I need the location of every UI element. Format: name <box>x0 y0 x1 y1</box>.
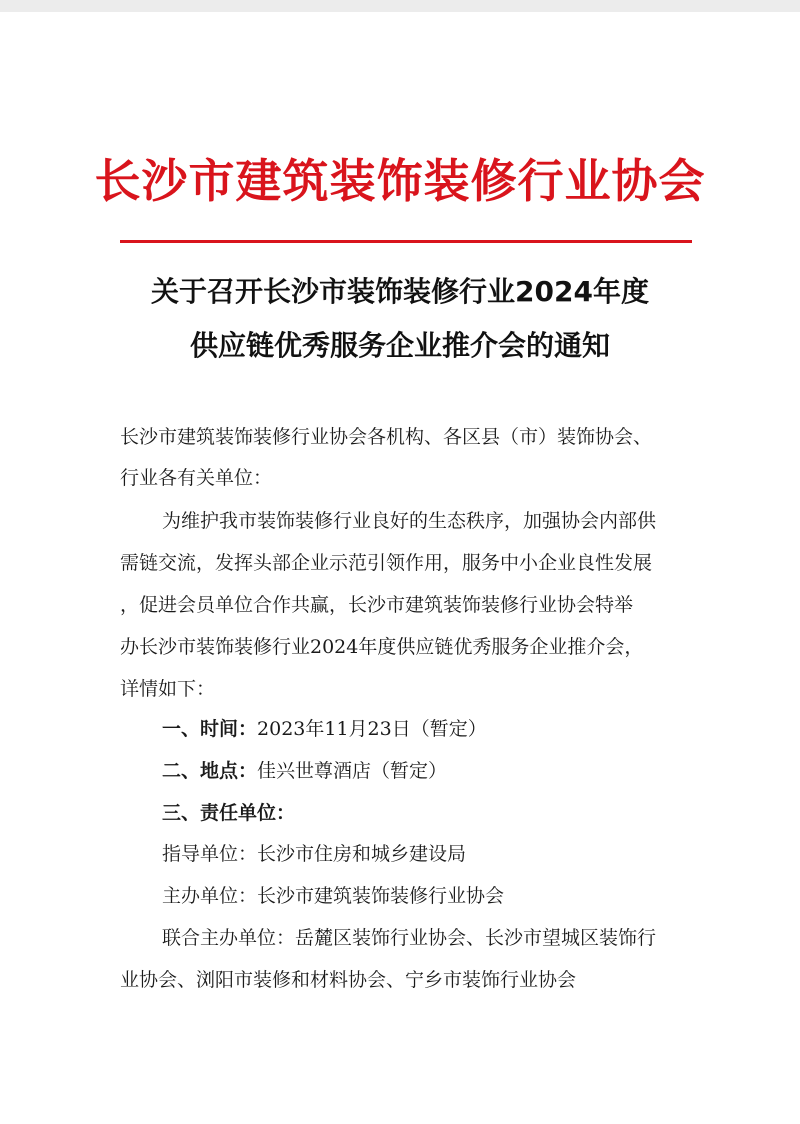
place-value: 佳兴世尊酒店（暂定） <box>257 760 448 782</box>
doc-title-line-2: 供应链优秀服务企业推介会的通知 <box>189 329 610 362</box>
host-unit: 主办单位：长沙市建筑装饰装修行业协会 <box>162 885 505 907</box>
salutation-line-2: 行业各有关单位： <box>120 467 273 489</box>
intro-line-1: 为维护我市装饰装修行业良好的生态秩序，加强协会内部供 <box>162 510 657 532</box>
org-letterhead: 长沙市建筑装饰装修行业协会 <box>94 154 706 208</box>
intro-line-3: ，促进会员单位合作共赢，长沙市建筑装饰装修行业协会特举 <box>120 594 634 616</box>
co-host-line-2: 业协会、浏阳市装修和材料协会、宁乡市装饰行业协会 <box>120 969 577 991</box>
place-item <box>162 756 447 783</box>
time-value: 2023年11月23日（暂定） <box>257 718 487 740</box>
doc-title-line-1: 关于召开长沙市装饰装修行业2024年度 <box>151 275 649 308</box>
letterhead-rule <box>120 240 692 243</box>
units-label: 三、责任单位： <box>162 802 296 824</box>
top-bar <box>0 0 800 12</box>
time-item <box>162 714 487 741</box>
document-page <box>0 12 800 1124</box>
intro-line-5: 详情如下： <box>120 678 216 700</box>
co-host-line-1: 联合主办单位：岳麓区装饰行业协会、长沙市望城区装饰行 <box>162 927 657 949</box>
time-label: 一、时间： <box>162 718 258 740</box>
guide-unit: 指导单位：长沙市住房和城乡建设局 <box>162 843 467 865</box>
salutation-line-1: 长沙市建筑装饰装修行业协会各机构、各区县（市）装饰协会、 <box>120 426 653 448</box>
intro-line-2: 需链交流，发挥头部企业示范引领作用，服务中小企业良性发展 <box>120 552 653 574</box>
place-label: 二、地点： <box>162 760 258 782</box>
intro-line-4: 办长沙市装饰装修行业2024年度供应链优秀服务企业推介会， <box>120 636 644 658</box>
